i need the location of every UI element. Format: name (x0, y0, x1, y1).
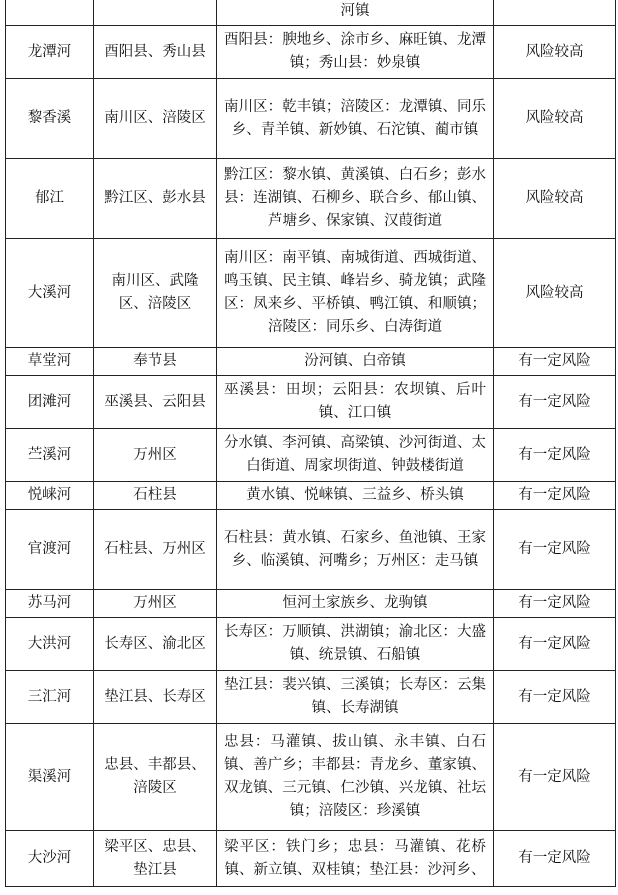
river-name-cell: 草堂河 (6, 348, 94, 376)
towns-cell: 梁平区：铁门乡；忠县：马灌镇、花桥镇、新立镇、双桂镇；垫江县：沙河乡、 (217, 831, 494, 887)
towns-cell: 酉阳县：腴地乡、涂市乡、麻旺镇、龙潭镇；秀山县：妙泉镇 (217, 26, 494, 79)
risk-level-cell: 有一定风险 (494, 348, 616, 376)
risk-level-cell: 有一定风险 (494, 510, 616, 590)
risk-level-cell: 有一定风险 (494, 590, 616, 618)
river-name-cell: 官渡河 (6, 510, 94, 590)
counties-cell: 万州区 (94, 429, 217, 482)
counties-cell: 巫溪县、云阳县 (94, 376, 217, 429)
counties-cell: 酉阳县、秀山县 (94, 26, 217, 79)
river-name-cell: 三汇河 (6, 671, 94, 724)
river-name-cell: 郁江 (6, 159, 94, 239)
table-row (6, 671, 616, 724)
risk-level-cell: 风险较高 (494, 239, 616, 348)
river-name-cell: 团滩河 (6, 376, 94, 429)
towns-cell: 垫江县：裴兴镇、三溪镇；长寿区：云集镇、长寿湖镇 (217, 671, 494, 724)
risk-level-cell: 风险较高 (494, 79, 616, 159)
counties-cell: 垫江县、长寿区 (94, 671, 217, 724)
table-row (6, 376, 616, 429)
towns-cell: 恒河土家族乡、龙驹镇 (217, 590, 494, 618)
counties-cell: 南川区、涪陵区 (94, 79, 217, 159)
risk-level-cell (494, 0, 616, 26)
towns-cell: 巫溪县：田坝；云阳县：农坝镇、后叶镇、江口镇 (217, 376, 494, 429)
counties-cell: 南川区、武隆区、涪陵区 (94, 239, 217, 348)
risk-table-body (6, 0, 616, 887)
river-name-cell: 大沙河 (6, 831, 94, 887)
towns-cell: 南川区：南平镇、南城街道、西城街道、鸣玉镇、民主镇、峰岩乡、骑龙镇；武隆区：凤来乡、平桥镇、鸭江镇、和顺镇；涪陵区：同乐乡、白涛街道 (217, 239, 494, 348)
table-row (6, 0, 616, 26)
counties-cell: 梁平区、忠县、垫江县 (94, 831, 217, 887)
table-row (6, 429, 616, 482)
table-row (6, 239, 616, 348)
counties-cell (94, 0, 217, 26)
table-row (6, 831, 616, 887)
risk-level-cell: 有一定风险 (494, 482, 616, 510)
risk-level-cell: 有一定风险 (494, 429, 616, 482)
risk-level-cell: 有一定风险 (494, 724, 616, 831)
risk-level-cell: 有一定风险 (494, 376, 616, 429)
river-name-cell: 黎香溪 (6, 79, 94, 159)
risk-level-cell: 有一定风险 (494, 618, 616, 671)
risk-level-cell: 有一定风险 (494, 671, 616, 724)
towns-cell: 黔江区：黎水镇、黄溪镇、白石乡；彭水县：连湖镇、石柳乡、联合乡、郁山镇、芦塘乡、保家镇、汉葭街道 (217, 159, 494, 239)
towns-cell: 黄水镇、悦崃镇、三益乡、桥头镇 (217, 482, 494, 510)
table-row (6, 79, 616, 159)
counties-cell: 黔江区、彭水县 (94, 159, 217, 239)
river-name-cell (6, 0, 94, 26)
table-row (6, 482, 616, 510)
river-name-cell: 大溪河 (6, 239, 94, 348)
counties-cell: 石柱县、万州区 (94, 510, 217, 590)
towns-cell: 石柱县：黄水镇、石家乡、鱼池镇、王家乡、临溪镇、河嘴乡；万州区：走马镇 (217, 510, 494, 590)
river-name-cell: 苏马河 (6, 590, 94, 618)
towns-cell: 河镇 (217, 0, 494, 26)
river-name-cell: 悦崃河 (6, 482, 94, 510)
river-name-cell: 龙潭河 (6, 26, 94, 79)
counties-cell: 石柱县 (94, 482, 217, 510)
table-row (6, 618, 616, 671)
counties-cell: 长寿区、渝北区 (94, 618, 217, 671)
river-name-cell: 渠溪河 (6, 724, 94, 831)
towns-cell: 分水镇、李河镇、高梁镇、沙河街道、太白街道、周家坝街道、钟鼓楼街道 (217, 429, 494, 482)
towns-cell: 汾河镇、白帝镇 (217, 348, 494, 376)
river-name-cell: 苎溪河 (6, 429, 94, 482)
table-row (6, 510, 616, 590)
table-row (6, 348, 616, 376)
table-row (6, 159, 616, 239)
risk-level-cell: 风险较高 (494, 26, 616, 79)
counties-cell: 忠县、丰都县、涪陵区 (94, 724, 217, 831)
towns-cell: 忠县：马灌镇、拔山镇、永丰镇、白石镇、善广乡；丰都县：青龙乡、董家镇、双龙镇、三元镇、仁沙镇、兴龙镇、社坛镇；涪陵区：珍溪镇 (217, 724, 494, 831)
river-name-cell: 大洪河 (6, 618, 94, 671)
risk-level-cell: 有一定风险 (494, 831, 616, 887)
table-row (6, 724, 616, 831)
counties-cell: 奉节县 (94, 348, 217, 376)
table-row (6, 26, 616, 79)
towns-cell: 长寿区：万顺镇、洪湖镇；渝北区：大盛镇、统景镇、石船镇 (217, 618, 494, 671)
table-row (6, 590, 616, 618)
risk-level-cell: 风险较高 (494, 159, 616, 239)
counties-cell: 万州区 (94, 590, 217, 618)
risk-table (5, 0, 616, 887)
towns-cell: 南川区：乾丰镇；涪陵区：龙潭镇、同乐乡、青羊镇、新妙镇、石沱镇、蔺市镇 (217, 79, 494, 159)
